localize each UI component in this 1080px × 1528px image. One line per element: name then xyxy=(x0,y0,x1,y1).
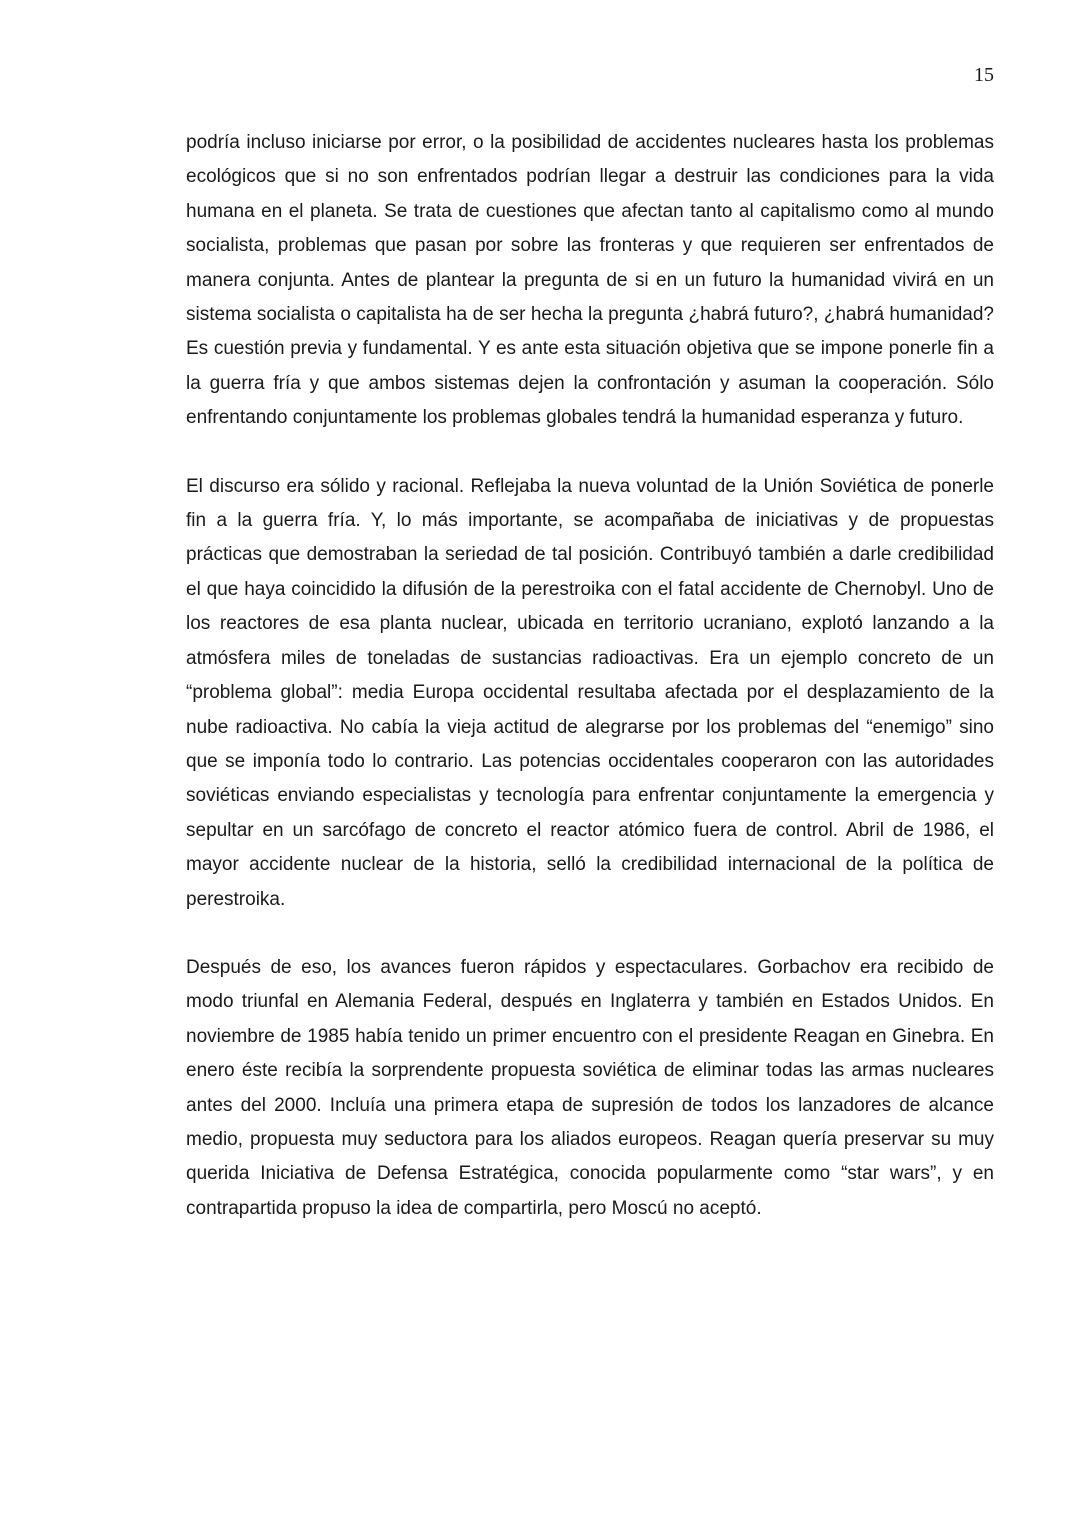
paragraph-1: podría incluso iniciarse por error, o la posibilidad de accidentes nucleares hasta los problemas ecológicos que si no son enfrentados podrían llegar a destruir las condiciones para la vida humana en el planeta. Se trata de cuestiones que afectan tanto al capitalismo como al mundo socialista, problemas que pasan por sobre las fronteras y que requieren ser enfrentados de manera conjunta. Antes de plantear la pregunta de si en un futuro la humanidad vivirá en un sistema socialista o capitalista ha de ser hecha la pregunta ¿habrá futuro?, ¿habrá humanidad? Es cuestión previa y fundamental. Y es ante esta situación objetiva que se impone ponerle fin a la guerra fría y que ambos sistemas dejen la confrontación y asuman la cooperación. Sólo enfrentando conjuntamente los problemas globales tendrá la humanidad esperanza y futuro. xyxy=(186,132,994,429)
body-text xyxy=(186,126,994,1260)
paragraph-2: El discurso era sólido y racional. Reflejaba la nueva voluntad de la Unión Soviética de ponerle fin a la guerra fría. Y, lo más importante, se acompañaba de iniciativas y de propuestas prácticas que demostraban la seriedad de tal posición. Contribuyó también a darle credibilidad el que haya coincidido la difusión de la perestroika con el fatal accidente de Chernobyl. Uno de los reactores de esa planta nuclear, ubicada en territorio ucraniano, explotó lanzando a la atmósfera miles de toneladas de sustancias radioactivas. Era un ejemplo concreto de un “problema global”: media Europa occidental resultaba afectada por el desplazamiento de la nube radioactiva. No cabía la vieja actitud de alegrarse por los problemas del “enemigo” sino que se imponía todo lo contrario. Las potencias occidentales cooperaron con las autoridades soviéticas enviando especialistas y tecnología para enfrentar conjuntamente la emergencia y sepultar en un sarcófago de concreto el reactor atómico fuera de control. Abril de 1986, el mayor accidente nuclear de la historia, selló la credibilidad internacional de la política de perestroika. xyxy=(186,475,994,910)
paragraph-3: Después de eso, los avances fueron rápidos y espectaculares. Gorbachov era recibido de modo triunfal en Alemania Federal, después en Inglaterra y también en Estados Unidos. En noviembre de 1985 había tenido un primer encuentro con el presidente Reagan en Ginebra. En enero éste recibía la sorprendente propuesta soviética de eliminar todas las armas nucleares antes del 2000. Incluía una primera etapa de supresión de todos los lanzadores de alcance medio, propuesta muy seductora para los aliados europeos. Reagan quería preservar su muy querida Iniciativa de Defensa Estratégica, conocida popularmente como “star wars”, y en contrapartida propuso la idea de compartirla, pero Moscú no aceptó. xyxy=(186,956,994,1219)
page-number: 15 xyxy=(974,64,994,86)
